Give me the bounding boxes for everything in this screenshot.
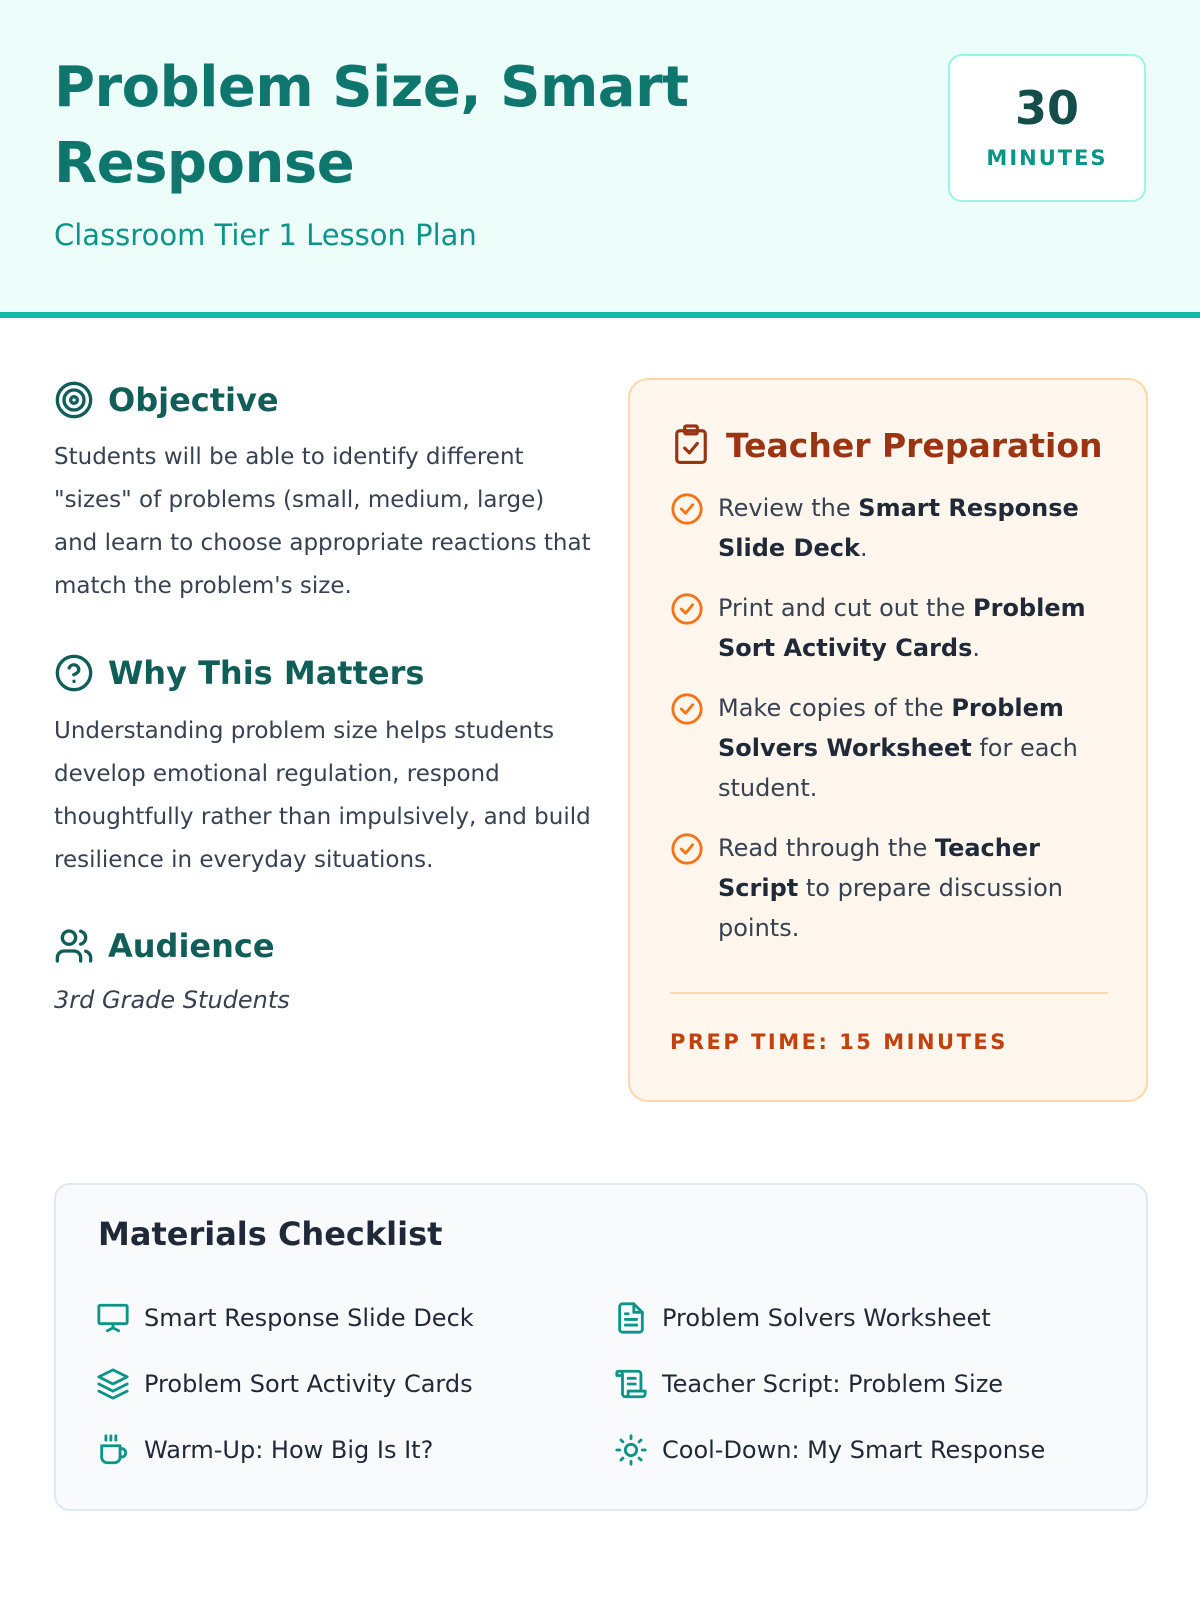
sun-icon <box>614 1433 648 1467</box>
why-text: Understanding problem size helps students develop emotional regulation, respond thoughtfully rather than impulsively, and build resilience in everyday situations. <box>54 718 591 873</box>
material-item[interactable] <box>96 1367 473 1401</box>
coffee-cup-icon <box>96 1433 130 1467</box>
check-circle-icon <box>670 592 704 626</box>
prep-item-text: Review the Smart Response Slide Deck. <box>718 494 1079 562</box>
material-item[interactable] <box>614 1367 1003 1401</box>
material-label: Problem Sort Activity Cards <box>144 1370 473 1398</box>
materials-checklist <box>54 1183 1148 1511</box>
prep-item-text: Print and cut out the Problem Sort Activity Cards. <box>718 594 1086 662</box>
material-item[interactable] <box>614 1301 991 1335</box>
prep-divider <box>670 992 1108 994</box>
prep-item <box>670 688 1110 808</box>
teacher-prep-heading <box>672 424 1103 466</box>
check-circle-icon <box>670 492 704 526</box>
material-label: Cool-Down: My Smart Response <box>662 1436 1046 1464</box>
material-label: Problem Solvers Worksheet <box>662 1304 991 1332</box>
clipboard-check-icon <box>672 424 710 466</box>
page-title: Problem Size, Smart Response <box>54 55 689 196</box>
material-item[interactable] <box>96 1301 474 1335</box>
objective-text: Students will be able to identify different "sizes" of problems (small, medium, large) and learn to choose appropriate reactions that match the problem's size. <box>54 444 591 599</box>
check-circle-icon <box>670 692 704 726</box>
file-text-icon <box>614 1301 648 1335</box>
why-heading <box>54 653 424 693</box>
question-circle-icon <box>54 653 94 693</box>
layers-icon <box>96 1367 130 1401</box>
material-label: Warm-Up: How Big Is It? <box>144 1436 434 1464</box>
audience-title: Audience <box>108 927 275 965</box>
duration-badge <box>948 54 1146 202</box>
page-subtitle: Classroom Tier 1 Lesson Plan <box>54 218 477 252</box>
scroll-icon <box>614 1367 648 1401</box>
audience-text: 3rd Grade Students <box>54 986 290 1014</box>
prep-time: PREP TIME: 15 MINUTES <box>670 1030 1008 1054</box>
prep-item <box>670 588 1110 668</box>
check-circle-icon <box>670 832 704 866</box>
objective-heading <box>54 380 279 420</box>
materials-title: Materials Checklist <box>98 1215 443 1253</box>
prep-item-text: Make copies of the Problem Solvers Worksheet for each student. <box>718 694 1078 802</box>
audience-heading <box>54 926 275 966</box>
material-label: Smart Response Slide Deck <box>144 1304 474 1332</box>
teacher-prep-card <box>628 378 1148 1102</box>
users-icon <box>54 926 94 966</box>
prep-item <box>670 488 1110 568</box>
target-icon <box>54 380 94 420</box>
lesson-header <box>0 0 1200 318</box>
material-item[interactable] <box>96 1433 433 1467</box>
material-label: Teacher Script: Problem Size <box>662 1370 1004 1398</box>
presentation-icon <box>96 1301 130 1335</box>
objective-title: Objective <box>108 381 279 419</box>
prep-item-text: Read through the Teacher Script to prepare discussion points. <box>718 834 1063 942</box>
prep-item <box>670 828 1110 948</box>
teacher-prep-title: Teacher Preparation <box>726 425 1103 465</box>
duration-unit: MINUTES <box>986 146 1108 170</box>
material-item[interactable] <box>614 1433 1045 1467</box>
duration-value: 30 <box>1014 81 1079 135</box>
why-title: Why This Matters <box>108 654 425 692</box>
